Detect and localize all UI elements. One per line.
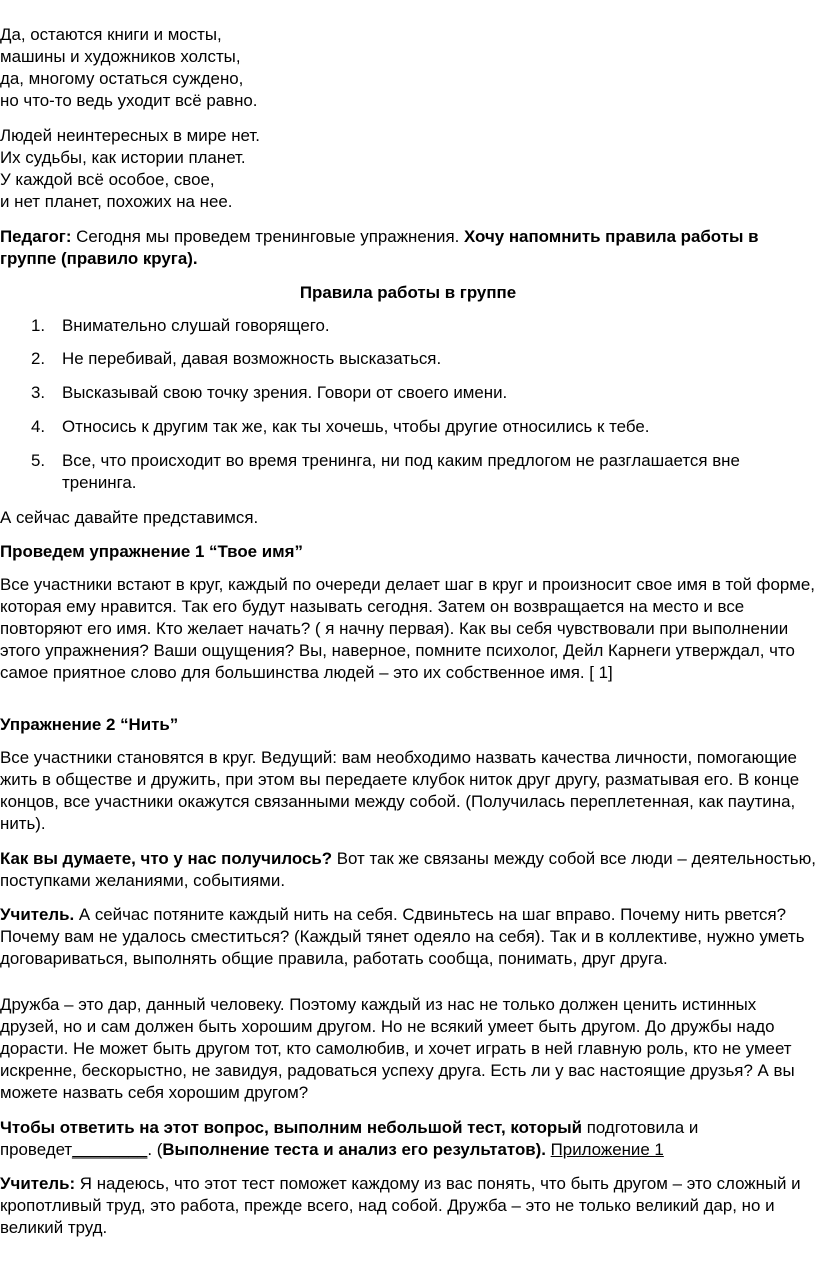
rules-heading [0,282,816,304]
exercise-2-text: Все участники становятся в круг. Ведущий: вам необходимо назвать качества личности, помогающие жить в обществе и дружить, при этом вы передаете клубок ниток друг другу, разматывая его. В конце концов, все участники окажутся связанными между собой. (Получилась переплетенная, как паутина, нить). [0,748,800,833]
question-paragraph [0,848,816,892]
paragraph-bold-text: Хочу напомнить правила работы в группе (правило круга). [0,227,759,268]
speaker-label: Учитель: [0,1174,76,1193]
name-blank: ________ [72,1140,148,1159]
exercise-1-text: Все участники встают в круг, каждый по очереди делает шаг в круг и произносит свое имя в той форме, которая ему нравится. Так его будут называть сегодня. Затем он возвращается на место и все повторяют его имя. Кто желает начать? ( я начну первая). Как вы себя чувствовали при выполнении этого упражнения? Ваши ощущения? Вы, наверное, помните психолог, Дейл Карнеги утверждал, что самое приятное слово для большинства людей – это их собственное имя. [ 1] [0,575,815,682]
poem-line: Людей неинтересных в мире нет. [0,126,260,145]
rule-number: 1. [31,316,46,335]
question-bold-text: Как вы думаете, что у нас получилось? [0,849,333,868]
paragraph-text: А сейчас потяните каждый нить на себя. Сдвиньтесь на шаг вправо. Почему нить рвется? Почему вам не удалось сместиться? (Каждый тянет одеяло на себя). Так и в коллективе, нужно уметь договариваться, выполнять общие правила, работать сообща, понимать, друг друга. [0,905,805,968]
teacher-paragraph-1 [0,904,816,970]
poem-line: машины и художников холсты, [0,47,241,66]
exercise-1-heading-text: Проведем упражнение 1 “Твое имя” [0,542,303,561]
poem-line: У каждой всё особое, свое, [0,170,215,189]
exercise-2-paragraph [0,747,816,835]
poem-line: да, многому остаться суждено, [0,69,244,88]
test-text: . ( [147,1140,163,1159]
poem-line: и нет планет, похожих на нее. [0,192,233,211]
paragraph-text: Я надеюсь, что этот тест поможет каждому из вас понять, что быть другом – это сложный и кропотливый труд, это работа, прежде всего, над собой. Дружба – это не только великий дар, но и великий труд. [0,1174,801,1237]
rule-text: Все, что происходит во время тренинга, ни под каким предлогом не разглашается вне тренинга. [62,451,740,492]
rule-text: Относись к другим так же, как ты хочешь, чтобы другие относились к тебе. [62,417,650,436]
poem-line: но что-то ведь уходит всё равно. [0,91,258,110]
appendix-link[interactable]: Приложение 1 [550,1140,664,1159]
teacher-paragraph-2 [0,1173,816,1239]
teacher-intro-paragraph [0,226,816,270]
test-bold-text: Чтобы ответить на этот вопрос, выполним небольшой тест, который [0,1118,583,1137]
rules-heading-text: Правила работы в группе [299,283,517,302]
test-paragraph [0,1117,816,1161]
exercise-1-heading [0,541,816,563]
speaker-label: Педагог: [0,227,72,246]
paragraph-text: Сегодня мы проведем тренинговые упражнения. [71,227,465,246]
rule-text: Не перебивай, давая возможность высказаться. [62,349,442,368]
test-text: подготовила и проведет [0,1118,699,1159]
poem-stanza-2 [0,125,816,213]
rule-text: Внимательно слушай говорящего. [62,316,330,335]
rule-text: Высказывай свою точку зрения. Говори от своего имени. [62,383,508,402]
test-bold-text: Выполнение теста и анализ его результатов). [162,1140,546,1159]
rule-number: 3. [31,383,46,402]
poem-line: Да, остаются книги и мосты, [0,25,222,44]
rule-number: 5. [31,451,46,470]
speaker-label: Учитель. [0,905,75,924]
poem-stanza-1 [0,24,816,112]
exercise-2-heading-text: Упражнение 2 “Нить” [0,715,179,734]
poem-line: Их судьбы, как истории планет. [0,148,246,167]
question-text: Вот так же связаны между собой все люди – деятельностью, поступками желаниями, событиями. [0,849,816,890]
friendship-text: Дружба – это дар, данный человеку. Поэтому каждый из нас не только должен ценить истинных друзей, но и сам должен быть хорошим другом. Но не всякий умеет быть другом. До дружбы надо дорасти. Не может быть другом тот, кто самолюбив, и хочет играть в ней главную роль, кто не умеет искренне, бескорыстно, не завидуя, радоваться успеху друга. Есть ли у вас настоящие друзья? А вы можете назвать себя хорошим другом? [0,995,795,1102]
exercise-2-heading [0,714,816,736]
intro-line [0,507,816,529]
intro-line-text: А сейчас давайте представимся. [0,508,259,527]
rule-number: 4. [31,417,46,436]
friendship-paragraph [0,994,816,1104]
rule-number: 2. [31,349,46,368]
exercise-1-paragraph [0,574,816,684]
